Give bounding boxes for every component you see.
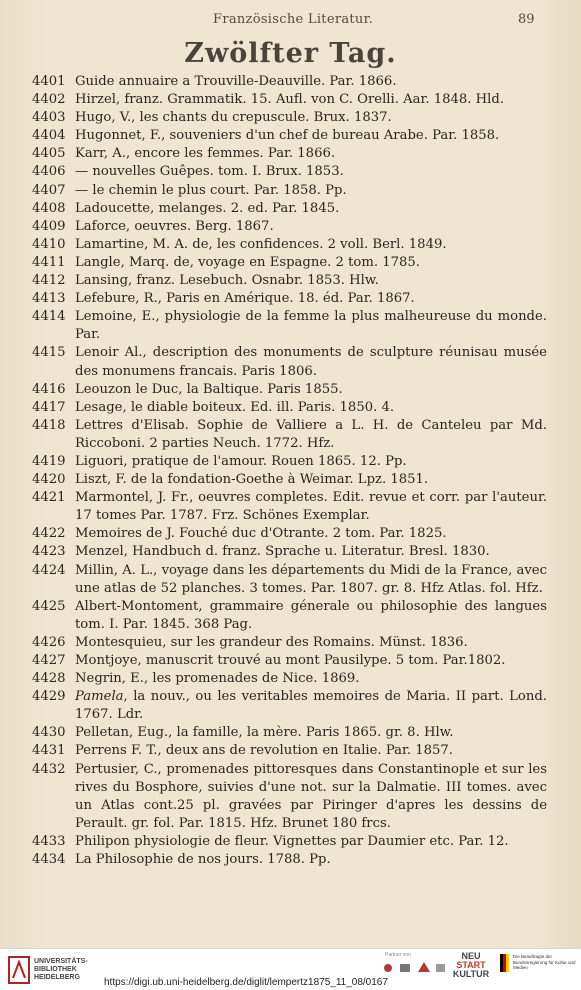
entry-number: 4430: [32, 725, 66, 741]
entry-number: 4409: [32, 218, 66, 234]
catalogue-entry: [0, 109, 581, 127]
running-head: [0, 12, 581, 32]
entry-number: 4420: [32, 472, 66, 488]
viewer-footer: [0, 948, 581, 990]
catalogue-entry: [0, 670, 581, 688]
catalogue-entry: [0, 308, 581, 344]
entry-number: 4402: [32, 92, 66, 108]
entry-number: 4405: [32, 146, 66, 162]
entry-number: 4417: [32, 399, 66, 415]
catalogue-entry: [0, 652, 581, 670]
catalogue-entry: [0, 381, 581, 399]
entry-number: 4401: [32, 74, 66, 89]
entry-number: 4424: [32, 562, 66, 578]
entry-number: 4410: [32, 236, 66, 252]
day-heading: Zwölfter Tag.: [184, 38, 397, 69]
entry-text: Negrin, E., les promenades de Nice. 1869.: [75, 671, 360, 687]
entry-number: 4421: [32, 490, 66, 506]
entry-number: 4407: [32, 182, 66, 198]
catalogue-entry: [0, 525, 581, 543]
entry-text: Langle, Marq. de, voyage en Espagne. 2 tom. 1785.: [75, 254, 420, 270]
catalogue-entry: [0, 688, 581, 724]
catalogue-entry: [0, 200, 581, 218]
entry-text: Perrens F. T., deux ans de revolution en Italie. Par. 1857.: [75, 743, 453, 759]
catalogue-entry: [0, 91, 581, 109]
catalogue-entry: [0, 344, 581, 380]
entry-text: Montesquieu, sur les grandeur des Romains. Münst. 1836.: [75, 634, 468, 650]
entry-text: Pamela, la nouv., ou les veritables memoires de Maria. II part. Lond. 1767. Ldr.: [75, 689, 547, 723]
catalogue-entries: [0, 73, 581, 869]
catalogue-entry: [0, 145, 581, 163]
entry-number: 4413: [32, 291, 66, 307]
entry-text: Pertusier, C., promenades pittoresques dans Constantinople et sur les rives du Bosphore, suivies d'une not. sur la Dalmatie. III tomes. avec un Atlas cont.25 pl. gravées par Piringer d'apres les dessins de Perault. gr. fol. Par. 1815. Hfz. Brunet 180 frcs.: [75, 761, 547, 831]
entry-text: Lemoine, E., physiologie de la femme la plus malheureuse du monde. Par.: [75, 309, 547, 343]
neustart-line-3: KULTUR: [452, 969, 490, 979]
entry-text: Lesage, le diable boiteux. Ed. ill. Paris. 1850. 4.: [75, 399, 395, 415]
catalogue-entry: [0, 761, 581, 833]
entry-text: Pelletan, Eug., la famille, la mère. Paris 1865. gr. 8. Hlw.: [75, 725, 454, 741]
federal-eagle-icon: [500, 954, 510, 972]
entry-text: Lamartine, M. A. de, les confidences. 2 voll. Berl. 1849.: [75, 236, 447, 252]
library-name-line: UNIVERSITÄTS- BIBLIOTHEK HEIDELBERG: [34, 958, 88, 981]
entry-text: Memoires de J. Fouché duc d'Otrante. 2 tom. Par. 1825.: [75, 526, 447, 542]
entry-number: 4422: [32, 526, 66, 542]
catalogue-entry: [0, 471, 581, 489]
entry-text: Millin, A. L., voyage dans les départements du Midi de la France, avec une atlas de 52 planches. 3 tomes. Par. 1807. gr. 8. Hfz Atlas. fol. Hfz.: [75, 562, 547, 596]
neustart-line-2: START: [456, 960, 486, 970]
entry-number: 4419: [32, 453, 66, 469]
entry-number: 4406: [32, 164, 66, 180]
entry-number: 4412: [32, 273, 66, 289]
entry-number: 4426: [32, 634, 66, 650]
source-url-link[interactable]: https://digi.ub.uni-heidelberg.de/diglit/lempertz1875_11_08/0167: [104, 977, 388, 988]
catalogue-entry: [0, 73, 581, 91]
entry-number: 4408: [32, 200, 66, 216]
catalogue-entry: [0, 598, 581, 634]
entry-text: Liguori, pratique de l'amour. Rouen 1865. 12. Pp.: [75, 453, 407, 469]
catalogue-entry: [0, 218, 581, 236]
catalogue-entry: [0, 236, 581, 254]
entry-number: 4404: [32, 128, 66, 144]
entry-text: Guide annuaire a Trouville-Deauville. Par. 1866.: [75, 74, 397, 89]
entry-number: 4423: [32, 544, 66, 560]
entry-text: Lenoir Al., description des monuments de sculpture réunisau musée des monumens francais. Paris 1806.: [75, 345, 547, 379]
catalogue-entry: [0, 272, 581, 290]
catalogue-entry: [0, 851, 581, 869]
page-number: 89: [518, 12, 535, 27]
entry-text: La Philosophie de nos jours. 1788. Pp.: [75, 852, 331, 868]
neustart-kultur-logo: [452, 952, 490, 979]
entry-text: — nouvelles Guêpes. tom. I. Brux. 1853.: [75, 164, 344, 180]
entry-text: Liszt, F. de la fondation-Goethe à Weimar. Lpz. 1851.: [75, 472, 429, 488]
entry-text: Karr, A., encore les femmes. Par. 1866.: [75, 146, 336, 162]
entry-text: Laforce, oeuvres. Berg. 1867.: [75, 218, 274, 234]
entry-text: Leouzon le Duc, la Baltique. Paris 1855.: [75, 381, 343, 397]
catalogue-entry: [0, 399, 581, 417]
catalogue-entry: [0, 634, 581, 652]
entry-number: 4415: [32, 345, 66, 361]
entry-number: 4416: [32, 381, 66, 397]
entry-number: 4429: [32, 689, 66, 705]
entry-number: 4432: [32, 761, 66, 777]
entry-text: Hugonnet, F., souveniers d'un chef de bureau Arabe. Par. 1858.: [75, 128, 500, 144]
catalogue-entry: [0, 562, 581, 598]
catalogue-entry: [0, 182, 581, 200]
entry-number: 4428: [32, 671, 66, 687]
entry-text: Albert-Montoment, grammaire génerale ou philosophie des langues tom. I. Par. 1845. 368 Pag.: [75, 598, 547, 632]
entry-number: 4431: [32, 743, 66, 759]
entry-text: Lansing, franz. Lesebuch. Osnabr. 1853. Hlw.: [75, 273, 379, 289]
catalogue-entry: [0, 254, 581, 272]
entry-text: — le chemin le plus court. Par. 1858. Pp.: [75, 182, 347, 198]
catalogue-entry: [0, 453, 581, 471]
entry-number: 4433: [32, 833, 66, 849]
entry-text: Lettres d'Elisab. Sophie de Valliere a L. H. de Canteleu par Md. Riccoboni. 2 parties Neuch. 1772. Hfz.: [75, 417, 547, 451]
entry-number: 4434: [32, 852, 66, 868]
catalogue-entry: [0, 543, 581, 561]
entry-text: Lefebure, R., Paris en Amérique. 18. éd. Par. 1867.: [75, 291, 415, 307]
entry-text: Hirzel, franz. Grammatik. 15. Aufl. von C. Orelli. Aar. 1848. Hld.: [75, 92, 505, 108]
catalogue-entry: [0, 127, 581, 145]
catalogue-entry: [0, 290, 581, 308]
entry-number: 4427: [32, 653, 66, 668]
catalogue-entry: [0, 489, 581, 525]
catalogue-entry: [0, 724, 581, 742]
catalogue-entry: [0, 163, 581, 181]
entry-number: 4411: [32, 254, 66, 270]
partner-logos-icon: [380, 958, 448, 976]
catalogue-entry: [0, 742, 581, 760]
entry-number: 4425: [32, 598, 66, 614]
entry-number: 4414: [32, 309, 66, 325]
entry-text: Philipon physiologie de fleur. Vignettes par Daumier etc. Par. 12.: [75, 833, 509, 849]
entry-number: 4418: [32, 417, 66, 433]
catalogue-entry: [0, 833, 581, 851]
library-name: [34, 958, 88, 982]
partner-label: Partner von: [385, 952, 411, 958]
running-title: Französische Literatur.: [213, 12, 374, 27]
entry-text: Hugo, V., les chants du crepuscule. Brux. 1837.: [75, 110, 392, 126]
entry-text: Ladoucette, melanges. 2. ed. Par. 1845.: [75, 200, 340, 216]
italic-title: Pamela: [75, 689, 124, 705]
catalogue-entry: [0, 417, 581, 453]
bkm-text: Die Beauftragte der Bundesregierung für Kultur und Medien: [513, 954, 576, 970]
entry-text: Menzel, Handbuch d. franz. Sprache u. Literatur. Bresl. 1830.: [75, 544, 490, 560]
entry-text: Montjoye, manuscrit trouvé au mont Pausilype. 5 tom. Par.1802.: [75, 653, 506, 668]
university-logo-icon: [8, 956, 30, 984]
entry-number: 4403: [32, 110, 66, 126]
entry-text: Marmontel, J. Fr., oeuvres completes. Edit. revue et corr. par l'auteur. 17 tomes Par. 1787. Frz. Schönes Exemplar.: [75, 490, 547, 524]
neustart-line-1: NEU: [461, 951, 481, 961]
